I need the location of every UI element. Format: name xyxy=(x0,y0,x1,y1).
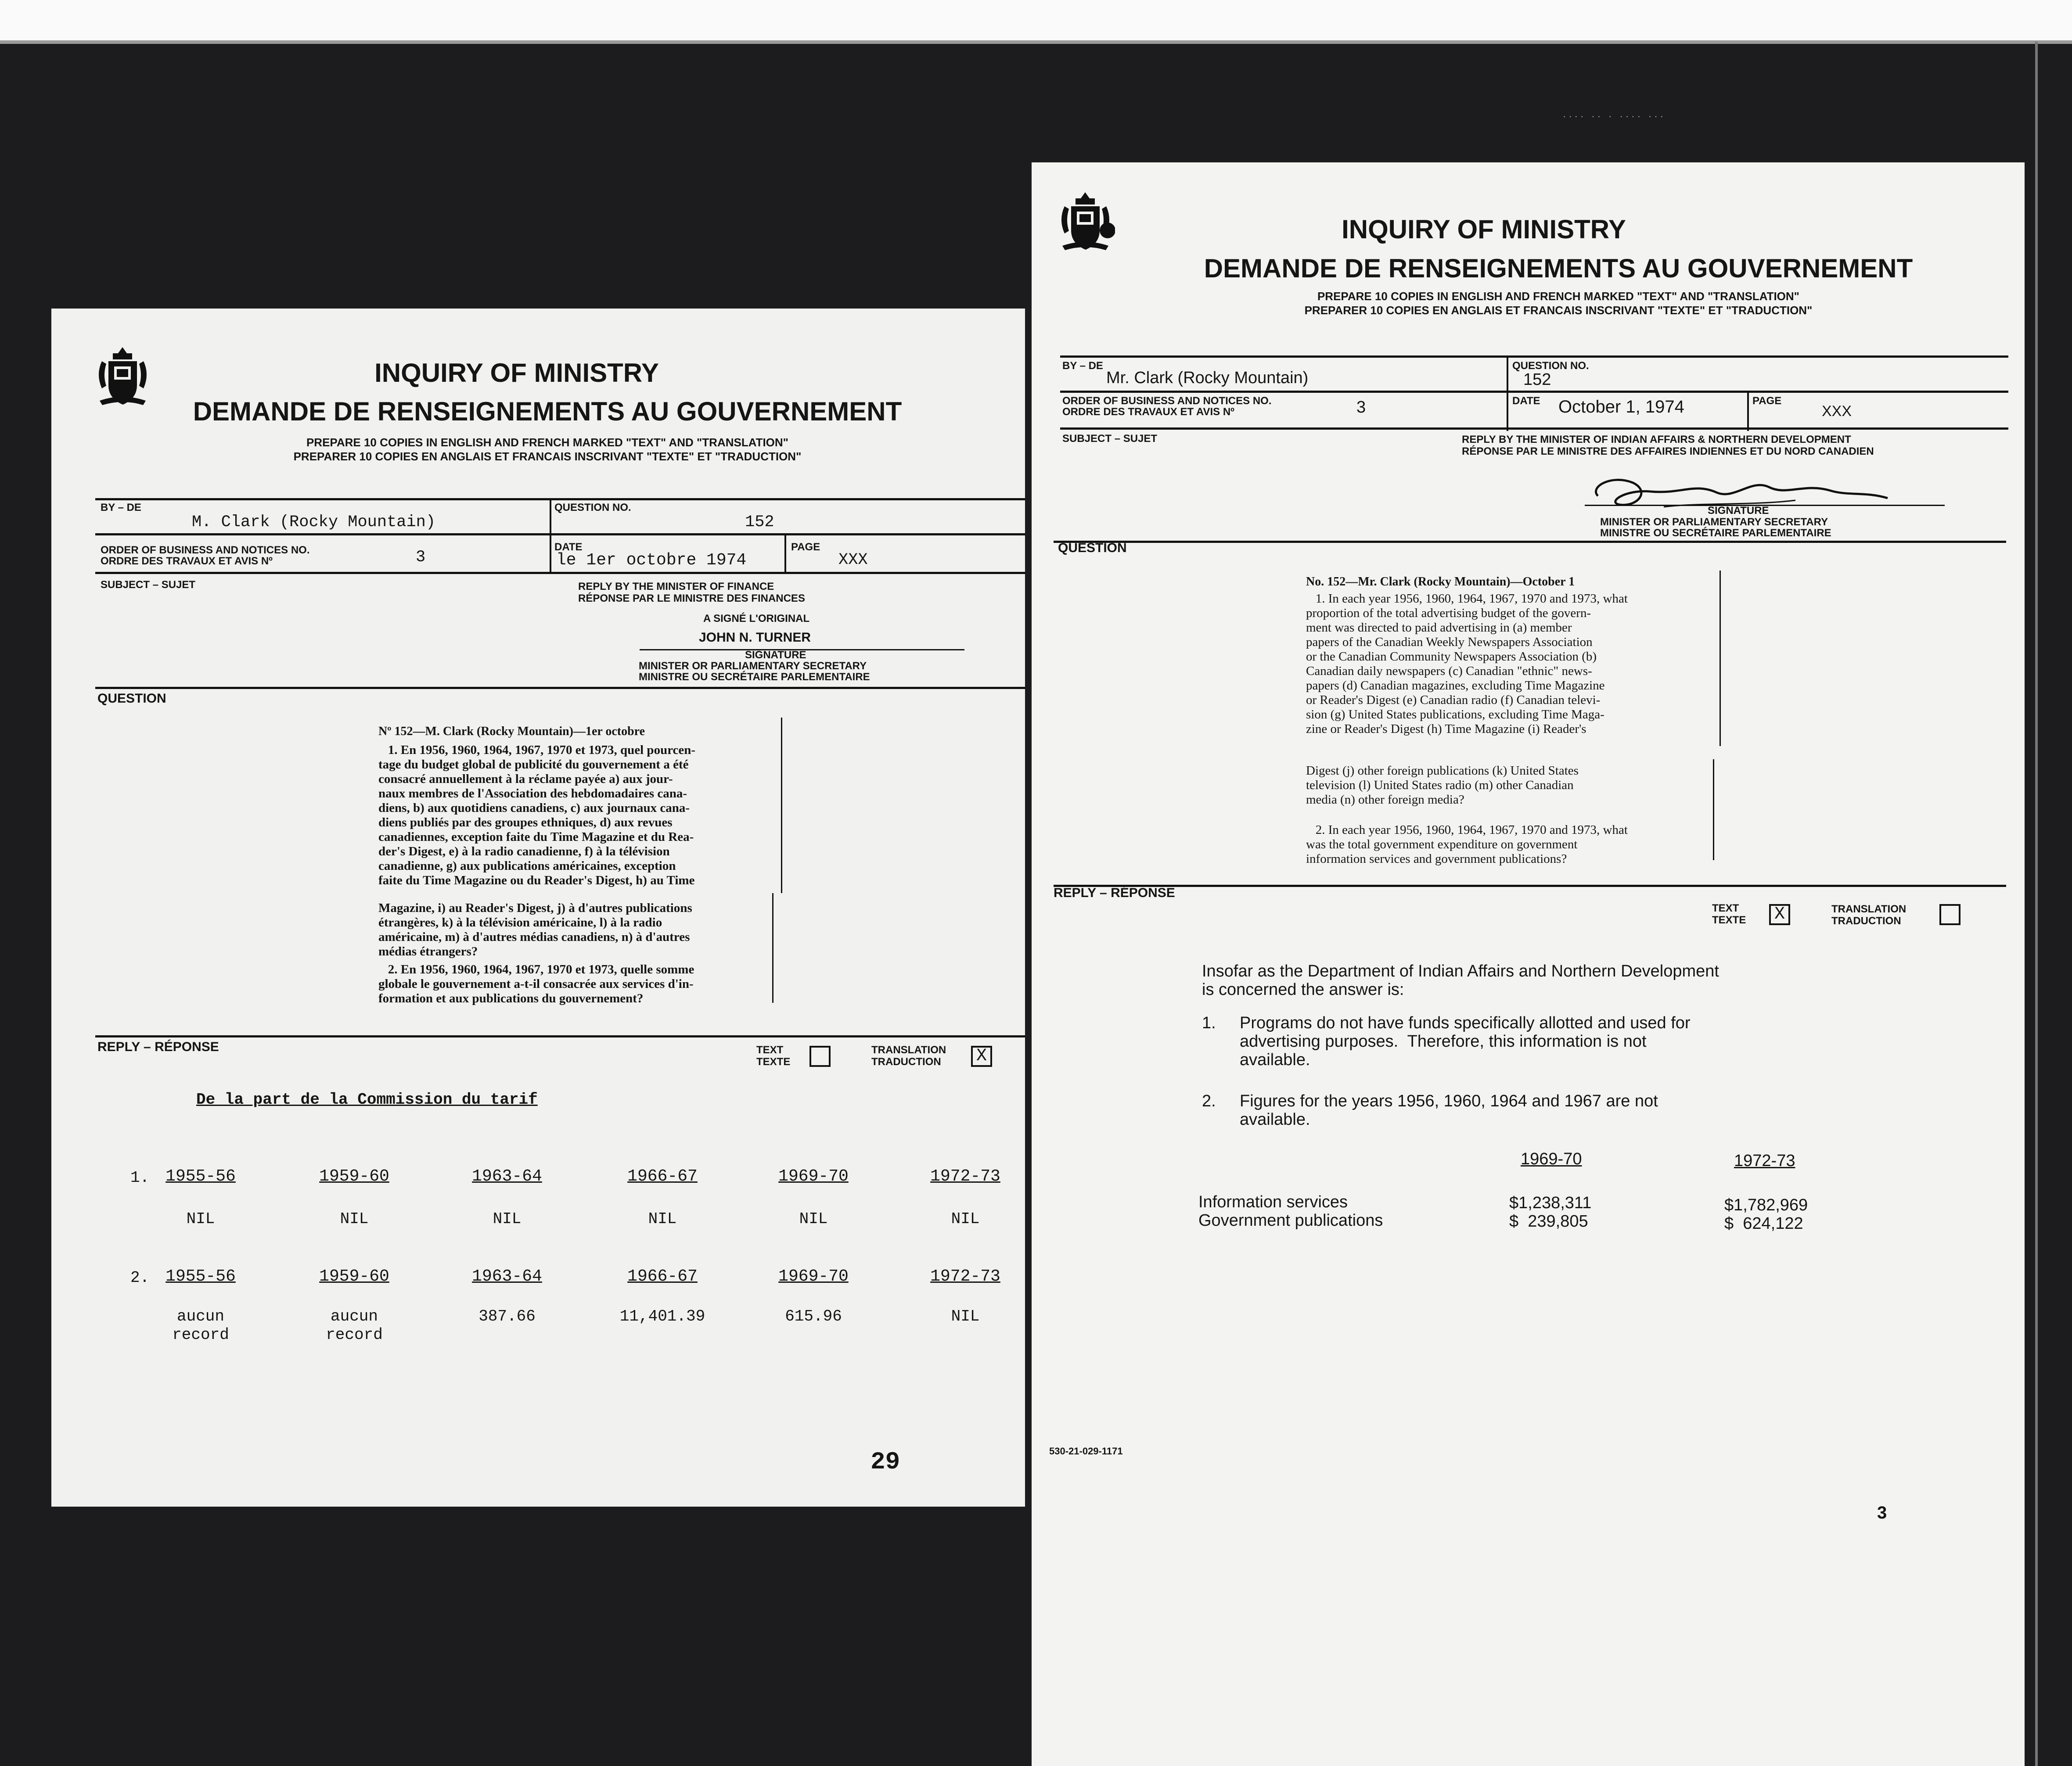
reply-section-label: REPLY – RÉPONSE xyxy=(97,1040,219,1054)
form-number: 530-21-029-1171 xyxy=(1049,1446,1123,1457)
by-label: BY – DE xyxy=(1062,360,1103,372)
prepare-instructions-en: PREPARE 10 COPIES IN ENGLISH AND FRENCH MARKED "TEXT" AND "TRANSLATION" xyxy=(306,436,789,449)
form-title-en: INQUIRY OF MINISTRY xyxy=(1342,215,1626,244)
rule xyxy=(95,572,1025,574)
row-2-value: 387.66 xyxy=(478,1307,536,1325)
rule xyxy=(95,498,1025,500)
year-header: 1955-56 xyxy=(165,1167,236,1186)
year-header: 1972-73 xyxy=(930,1267,1000,1286)
scan-mark: ···· ·· · ···· ··· xyxy=(1563,111,1666,122)
left-inquiry-form xyxy=(51,309,1025,1507)
row-label-government-publications: Government publications xyxy=(1198,1211,1383,1230)
year-header: 1955-56 xyxy=(165,1267,236,1286)
rule xyxy=(95,687,1025,689)
year-header: 1966-67 xyxy=(627,1167,698,1186)
item-1-text: Programs do not have funds specifically allotted and used for advertising purposes. Therefore, this information is not available. xyxy=(1240,1014,1691,1069)
coat-of-arms-icon xyxy=(1056,189,1115,255)
clipping-edge xyxy=(1719,571,1721,746)
page-label: PAGE xyxy=(791,541,820,553)
prepare-instructions-fr: PREPARER 10 COPIES EN ANGLAIS ET FRANCAIS INSCRIVANT "TEXTE" ET "TRADUCTION" xyxy=(1304,304,1813,317)
clipping-edge xyxy=(781,718,782,893)
page-label: PAGE xyxy=(1752,395,1782,407)
question-paragraph-3: 2. In each year 1956, 1960, 1964, 1967, 1970 and 1973, what was the total government expenditure on government information services and government publications? xyxy=(1306,823,1628,866)
year-header: 1966-67 xyxy=(627,1267,698,1286)
signed-original: A SIGNÉ L'ORIGINAL xyxy=(703,613,810,625)
reply-by-fr: RÉPONSE PAR LE MINISTRE DES FINANCES xyxy=(578,592,805,604)
question-heading: Nº 152—M. Clark (Rocky Mountain)—1er octobre xyxy=(378,725,645,738)
rule xyxy=(1060,427,2008,430)
item-2-number: 2. xyxy=(1202,1092,1216,1110)
right-inquiry-form xyxy=(1032,162,2025,1766)
row-2-value: 615.96 xyxy=(785,1307,842,1325)
row-value-1972: $ 624,122 xyxy=(1724,1214,1803,1233)
rule xyxy=(95,1035,1025,1037)
text-checkbox[interactable]: X xyxy=(1769,904,1790,925)
year-header: 1969-70 xyxy=(778,1267,849,1286)
by-label: BY – DE xyxy=(101,502,141,513)
year-header: 1969-70 xyxy=(778,1167,849,1186)
year-header: 1972-73 xyxy=(930,1167,1000,1186)
rule xyxy=(1060,355,2008,358)
scanner-right-edge xyxy=(2035,42,2038,1766)
form-title-en: INQUIRY OF MINISTRY xyxy=(374,358,659,388)
question-no-label: QUESTION NO. xyxy=(1512,360,1589,372)
minister-label-fr: MINISTRE OU SECRÉTAIRE PARLEMENTAIRE xyxy=(639,671,870,683)
question-no-label: QUESTION NO. xyxy=(554,502,631,513)
reply-section-label: REPLY – RÉPONSE xyxy=(1054,886,1175,900)
translation-checkbox[interactable]: X xyxy=(971,1046,992,1067)
question-paragraph-1: 1. In each year 1956, 1960, 1964, 1967, 1970 and 1973, what proportion of the total advertising budget of the govern- ment was directed to paid advertising in (a) member papers of the Canadian Weekly Newspapers Association or the Canadian Community Newspapers Association (b) Canadian daily newspapers (c) Canadian "ethnic" news- papers (d) Canadian magazines, excluding Time Magazine or Reader's Digest (e) Canadian radio (f) Canadian televi- sion (g) United States publications, excluding Time Maga- zine or Reader's Digest (h) Time Magazine (i) Reader's xyxy=(1306,592,1628,736)
question-section-label: QUESTION xyxy=(1058,541,1127,555)
order-label-en: ORDER OF BUSINESS AND NOTICES NO. xyxy=(1062,395,1272,407)
minister-label-en: MINISTER OR PARLIAMENTARY SECRETARY xyxy=(1600,516,1828,528)
row-1-value: NIL xyxy=(799,1210,828,1228)
column-header-1972-73: 1972-73 xyxy=(1734,1152,1795,1170)
rule xyxy=(95,533,1025,535)
date-value: le 1er octobre 1974 xyxy=(556,551,747,570)
question-paragraph-3: 2. En 1956, 1960, 1964, 1967, 1970 et 1973, quelle somme globale le gouvernement a-t-il consacrée aux services d'in- formation et aux publications du gouvernement? xyxy=(378,962,694,1005)
by-value: M. Clark (Rocky Mountain) xyxy=(192,513,436,531)
order-label-en: ORDER OF BUSINESS AND NOTICES NO. xyxy=(101,544,310,556)
row-2-value: aucun record xyxy=(326,1307,383,1344)
row-2-number: 2. xyxy=(130,1269,150,1287)
row-1-value: NIL xyxy=(951,1210,980,1228)
signer-name: JOHN N. TURNER xyxy=(699,630,811,645)
date-value: October 1, 1974 xyxy=(1558,397,1684,416)
rule xyxy=(1054,885,2006,887)
row-label-information-services: Information services xyxy=(1198,1193,1348,1211)
page-number: 29 xyxy=(871,1448,900,1476)
divider xyxy=(1747,391,1749,431)
question-section-label: QUESTION xyxy=(97,691,166,706)
by-value: Mr. Clark (Rocky Mountain) xyxy=(1106,369,1309,387)
question-no-value: 152 xyxy=(1523,370,1551,389)
scanner-top-rule xyxy=(0,40,2072,44)
order-label-fr: ORDRE DES TRAVAUX ET AVIS Nº xyxy=(101,555,273,567)
divider xyxy=(1507,391,1508,431)
page-value: XXX xyxy=(838,551,868,569)
year-header: 1963-64 xyxy=(472,1267,542,1286)
translation-label-en: TRANSLATION xyxy=(871,1044,946,1056)
column-header-1969-70: 1969-70 xyxy=(1521,1150,1582,1168)
text-label-fr: TEXTE xyxy=(1712,914,1746,926)
form-title-fr: DEMANDE DE RENSEIGNEMENTS AU GOUVERNEMENT xyxy=(1204,254,1913,283)
signature-label: SIGNATURE xyxy=(745,649,806,661)
row-1-value: NIL xyxy=(186,1210,215,1228)
question-heading: No. 152—Mr. Clark (Rocky Mountain)—October 1 xyxy=(1306,575,1575,589)
text-label-en: TEXT xyxy=(756,1044,784,1056)
item-1-number: 1. xyxy=(1202,1014,1216,1032)
minister-label-en: MINISTER OR PARLIAMENTARY SECRETARY xyxy=(639,660,867,672)
row-2-value: 11,401.39 xyxy=(619,1307,705,1325)
question-paragraph-2: Digest (j) other foreign publications (k) United States television (l) United States radio (m) other Canadian media (n) other foreign media? xyxy=(1306,764,1579,807)
minister-label-fr: MINISTRE OU SECRÉTAIRE PARLEMENTAIRE xyxy=(1600,527,1831,539)
translation-checkbox[interactable] xyxy=(1939,904,1960,925)
clipping-edge xyxy=(1713,759,1714,860)
order-no-value: 3 xyxy=(416,548,426,567)
rule xyxy=(1060,391,2008,393)
signature-label: SIGNATURE xyxy=(1708,505,1769,517)
date-label: DATE xyxy=(1512,395,1540,407)
reply-intro-line-2: is concerned the answer is: xyxy=(1202,980,1404,999)
reply-intro-line-1: Insofar as the Department of Indian Affairs and Northern Development xyxy=(1202,962,1719,980)
subject-label: SUBJECT – SUJET xyxy=(101,579,196,591)
question-no-value: 152 xyxy=(745,513,774,531)
prepare-instructions-en: PREPARE 10 COPIES IN ENGLISH AND FRENCH MARKED "TEXT" AND "TRANSLATION" xyxy=(1317,290,1800,303)
row-1-value: NIL xyxy=(648,1210,677,1228)
question-paragraph-2: Magazine, i) au Reader's Digest, j) à d'autres publications étrangères, k) à la télévision américaine, l) à la radio américaine, m) à d'autres médias canadiens, n) à d'autres médias étrangers? xyxy=(378,901,692,958)
reply-heading: De la part de la Commission du tarif xyxy=(196,1091,538,1109)
row-1-number: 1. xyxy=(130,1169,150,1187)
divider xyxy=(784,533,786,572)
subject-label: SUBJECT – SUJET xyxy=(1062,433,1158,445)
row-1-value: NIL xyxy=(340,1210,369,1228)
text-label-fr: TEXTE xyxy=(756,1056,791,1068)
clipping-edge xyxy=(772,893,773,1003)
year-header: 1959-60 xyxy=(319,1167,389,1186)
corner-mark: 3 xyxy=(1877,1503,1887,1522)
order-no-value: 3 xyxy=(1356,398,1366,416)
reply-by-en: REPLY BY THE MINISTER OF FINANCE xyxy=(578,581,774,592)
text-checkbox[interactable] xyxy=(809,1046,831,1067)
divider xyxy=(550,498,551,533)
scanner-top-strip xyxy=(0,0,2072,42)
form-title-fr: DEMANDE DE RENSEIGNEMENTS AU GOUVERNEMENT xyxy=(193,397,902,426)
item-2-text: Figures for the years 1956, 1960, 1964 and 1967 are not available. xyxy=(1240,1092,1658,1129)
row-value-1972: $1,782,969 xyxy=(1724,1196,1808,1214)
row-1-value: NIL xyxy=(493,1210,522,1228)
row-2-value: NIL xyxy=(951,1307,980,1325)
reply-by-fr: RÉPONSE PAR LE MINISTRE DES AFFAIRES INDIENNES ET DU NORD CANADIEN xyxy=(1462,445,1874,457)
prepare-instructions-fr: PREPARER 10 COPIES EN ANGLAIS ET FRANCAIS INSCRIVANT "TEXTE" ET "TRADUCTION" xyxy=(293,450,802,463)
year-header: 1963-64 xyxy=(472,1167,542,1186)
order-label-fr: ORDRE DES TRAVAUX ET AVIS Nº xyxy=(1062,406,1234,418)
date-label: DATE xyxy=(554,541,583,553)
page-value: XXX xyxy=(1822,403,1852,420)
year-header: 1959-60 xyxy=(319,1267,389,1286)
reply-by-en: REPLY BY THE MINISTER OF INDIAN AFFAIRS & NORTHERN DEVELOPMENT xyxy=(1462,434,1851,445)
row-value-1969: $ 239,805 xyxy=(1509,1212,1588,1231)
translation-label-en: TRANSLATION xyxy=(1831,903,1907,915)
rule xyxy=(1054,541,2006,543)
divider xyxy=(1507,355,1508,396)
translation-label-fr: TRADUCTION xyxy=(871,1056,941,1068)
row-2-value: aucun record xyxy=(172,1307,229,1344)
text-label-en: TEXT xyxy=(1712,902,1739,914)
divider xyxy=(550,533,551,572)
translation-label-fr: TRADUCTION xyxy=(1831,915,1901,927)
question-paragraph-1: 1. En 1956, 1960, 1964, 1967, 1970 et 1973, quel pourcen- tage du budget global de publicité du gouvernement a été consacré annuellement à la réclame payée a) aux jour- naux membres de l'Association des hebdomadaires cana- diens, b) aux quotidiens canadiens, c) aux journaux cana- diens publiés par des groupes ethniques, d) aux revues canadiennes, exception faite du Time Magazine et du Rea- der's Digest, e) à la radio canadienne, f) à la télévision canadienne, g) aux publications américaines, exception faite du Time Magazine ou du Reader's Digest, h) au Time xyxy=(378,743,696,887)
row-value-1969: $1,238,311 xyxy=(1509,1194,1592,1212)
